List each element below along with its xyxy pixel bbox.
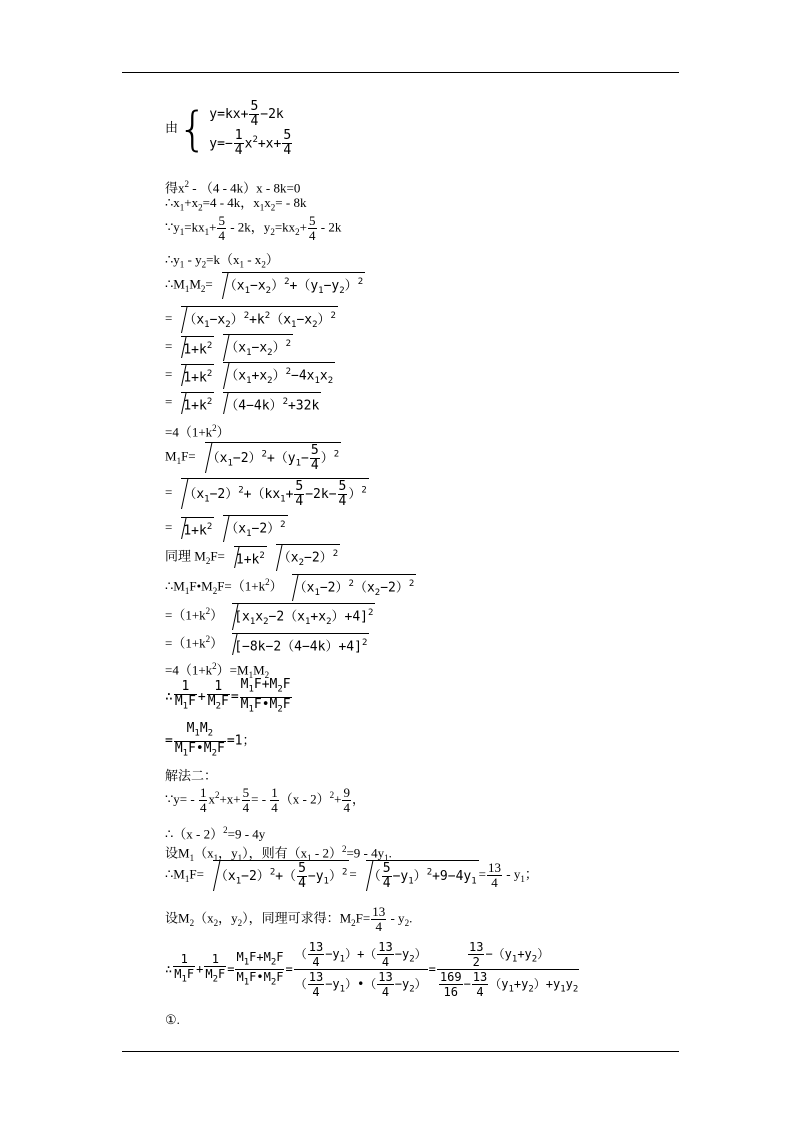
bottom-rule <box>122 1051 679 1052</box>
line-m1m2-result: $=4(1+k^2)$ <box>165 423 230 440</box>
line-quadratic: 得$x^2 - (4 - 4k)x - 8k=0$ <box>165 179 301 196</box>
line-y-diff: $\therefore y_1 - y_2=k(x_1 - x_2)$ <box>165 252 279 270</box>
brace-icon: { <box>178 102 208 157</box>
line-m1m2: $\therefore M_1M_2= (x_1-x_2)^2+(y_1-y_2)^2$ <box>165 272 365 299</box>
top-rule <box>122 72 679 73</box>
line-vieta: $\therefore x_1+x_2=4 - 4k$，$x_1x_2= - 8k$ <box>165 195 307 213</box>
system-prefix: 由 <box>165 120 179 136</box>
line-final-sum: ∴ $\frac{1}{M_1F}$ + $\frac{1}{M_2F}$ = $\frac{M_1F+M_2F}{M_1F•M_2F}$ = （ $\frac{13}{4}$ $-y_1)+$（ $\frac{13}{4}$ $-y_2$） （ $\frac{13}{4}$ $-y_1)•$（ $\frac{13}{4}$ $-y_2$） = $\frac{13}{2}$ $-(y_1+y_2)$ $\frac{169}{16}$ − $\frac{13}{4}$ $(y_1+y_2)+y_1y_2$ <box>165 940 579 999</box>
line-circled-one: ①. <box>165 1012 180 1027</box>
line-set-m2: 设$M_2(x_2$，$y_2$），同理可求得：$M_2F=$ $\frac{13}{4}$ - $y_2$. <box>165 904 413 934</box>
line-m1m2-step2: = $(x_1-x_2)^2+k^2(x_1-x_2)^2$ <box>165 306 338 333</box>
line-m1m2-step5: = $1+k^2$ $(4-4k)^2+32k$ <box>165 392 321 414</box>
line-product-step3: $=(1+k^2)$ $[-8k-2(4-4k)+4]^2$ <box>165 634 368 655</box>
line-reciprocal-result: = $\frac{M_1M_2}{M_1F•M_2F}$ =1； <box>165 721 256 759</box>
line-product: $\therefore M_1F•M_2F=(1+k^2)$ $(x_1-2)^2(x_2-2)^2$ <box>165 574 416 601</box>
line-vertex-form: ∵y= - $\frac{1}{4}$ $x^2+x+$ $\frac{5}{4}$ = - $\frac{1}{4}$ （x - 2）$^2$+ $\frac{9}{4}$ ， <box>165 785 365 815</box>
line-y-values: $\because y_1=kx_1+$ $\frac{5}{4}$ - 2k，$y_2=kx_2+$ $\frac{5}{4}$ - 2k <box>165 213 342 243</box>
line-m1m2-step3: = $1+k^2$ $(x_1-x_2)^2$ <box>165 334 293 361</box>
system-eq-2: y=− $\frac{1}{4}$ $x^2+x+$ $\frac{5}{4}$ <box>209 128 292 159</box>
method-two-heading: 解法二： <box>165 768 218 783</box>
line-m1f: $M_1F= (x_1-2)^2+(y_1-$ $\frac{5}{4}$ ）$^2$ <box>165 443 340 473</box>
line-m1f-method2: $\therefore M_1F= (x_1-2)^2+$（ $\frac{5}{4}$ $-y_1)^2$ = （ $\frac{5}{4}$ $-y_1)^2+9-4y_1=$ $\frac{13}{4}$ - $y_1$； <box>165 860 538 891</box>
line-m1m2-step4: = $1+k^2$ $(x_1+x_2)^2-4x_1x_2$ <box>165 362 335 389</box>
line-m2f: 同理 $M_2F= 1+k^2$ $(x_2-2)^2$ <box>165 544 340 571</box>
line-relation: ∴（x - 2）$^2$=9 - 4y <box>165 825 266 842</box>
line-m1f-step3: = $1+k^2$ $(x_1-2)^2$ <box>165 515 288 542</box>
system-eq-1: y=kx+ $\frac{5}{4}$ −2k <box>209 99 284 129</box>
line-set-m1: 设$M_1(x_1$，$y_1$），则有$(x_1 - 2)^2=9 - 4y_1$. <box>165 844 392 863</box>
line-product-result: $=4(1+k^2)=M_1M_2$ <box>165 661 270 680</box>
line-reciprocal-sum: ∴ $\frac{1}{M_1F}$ + $\frac{1}{M_2F}$ = $\frac{M_1F+M_2F}{M_1F•M_2F}$ <box>165 677 291 715</box>
equation-system <box>165 100 293 158</box>
line-product-step2: $=(1+k^2)$ $[x_1x_2-2(x_1+x_2)+4]^2$ <box>165 603 375 630</box>
line-m1f-step2: = $(x_1-2)^2+(kx_1+$ $\frac{5}{4}$ −2k− $\frac{5}{4}$ ）$^2$ <box>165 479 367 509</box>
